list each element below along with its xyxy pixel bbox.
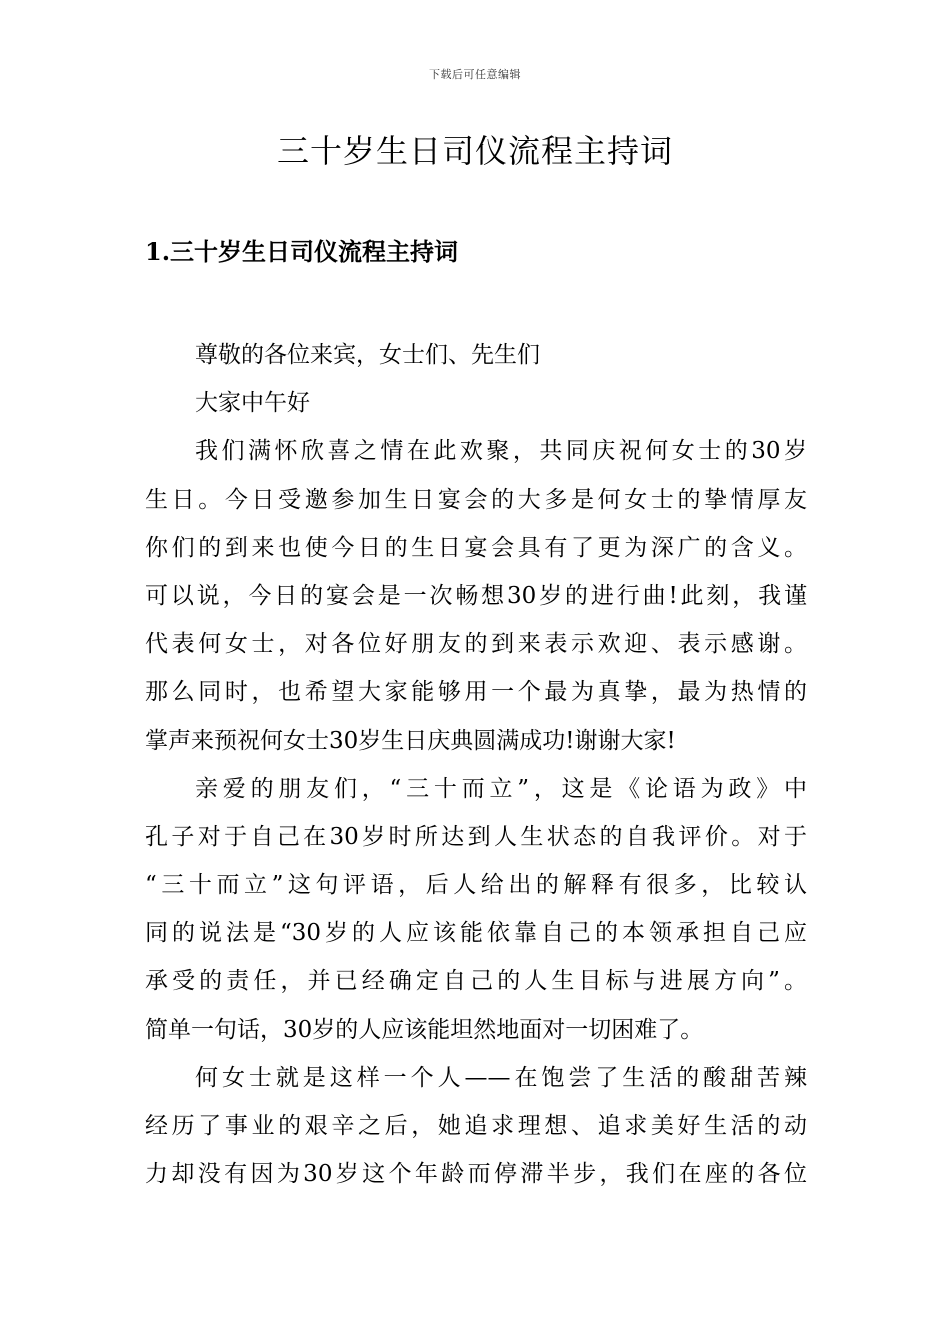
page-title: 三十岁生日司仪流程主持词 bbox=[276, 132, 673, 170]
text-line: 同的说法是“30岁的人应该能依靠自己的本领承担自己应 bbox=[145, 920, 807, 947]
text-line: 亲爱的朋友们，“三十而立”，这是《论语为政》中 bbox=[195, 775, 807, 802]
text-line: 经历了事业的艰辛之后，她追求理想、追求美好生活的动 bbox=[145, 1113, 807, 1139]
text-line: 承受的责任，并已经确定自己的人生目标与进展方向”。 bbox=[145, 968, 807, 995]
section-heading: 1.三十岁生日司仪流程主持词 bbox=[145, 237, 459, 266]
text-line: 那么同时，也希望大家能够用一个最为真挚，最为热情的 bbox=[145, 679, 807, 706]
header-note: 下载后可任意编辑 bbox=[429, 68, 521, 81]
text-line: 孔子对于自己在30岁时所达到人生状态的自我评价。对于 bbox=[145, 823, 807, 850]
text-line: 我们满怀欣喜之情在此欢聚，共同庆祝何女士的30岁 bbox=[195, 438, 807, 465]
text-line: 何女士就是这样一个人——在饱尝了生活的酸甜苦辣 bbox=[195, 1064, 807, 1091]
text-line: 你们的到来也使今日的生日宴会具有了更为深广的含义。 bbox=[145, 534, 807, 561]
text-line: “三十而立”这句评语，后人给出的解释有很多，比较认 bbox=[145, 872, 807, 899]
body-text bbox=[145, 331, 807, 1198]
text-line: 简单一句话，30岁的人应该能坦然地面对一切困难了。 bbox=[145, 1016, 704, 1043]
text-line: 尊敬的各位来宾，女士们、先生们 bbox=[195, 342, 540, 368]
text-line: 力却没有因为30岁这个年龄而停滞半步，我们在座的各位 bbox=[145, 1161, 807, 1188]
text-line: 可以说，今日的宴会是一次畅想30岁的进行曲!此刻，我谨 bbox=[145, 582, 807, 609]
text-line: 掌声来预祝何女士30岁生日庆典圆满成功!谢谢大家! bbox=[145, 727, 676, 754]
text-line: 代表何女士，对各位好朋友的到来表示欢迎、表示感谢。 bbox=[145, 631, 807, 658]
text-line: 大家中午好 bbox=[195, 390, 310, 417]
text-line: 生日。今日受邀参加生日宴会的大多是何女士的挚情厚友 bbox=[145, 486, 807, 513]
